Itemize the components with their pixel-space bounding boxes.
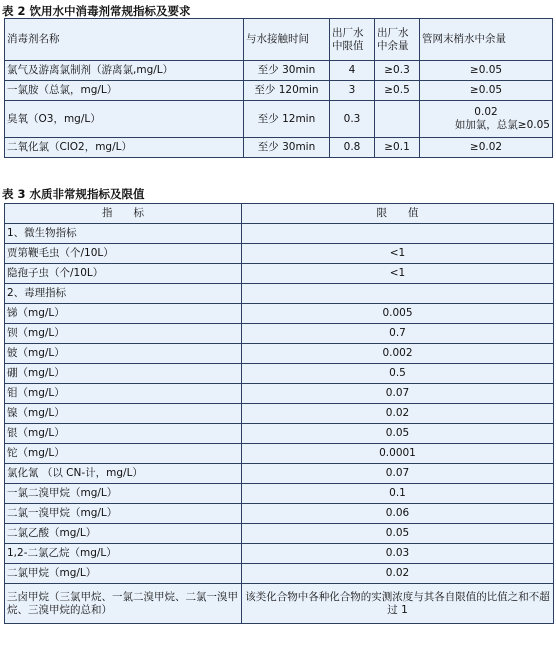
row-label: 锑（mg/L） [5, 304, 242, 324]
cell-value: ≥0.5 [375, 81, 420, 101]
cell-value: 3 [330, 81, 375, 101]
cell-value: 0.0001 [242, 444, 554, 464]
table-header-row [5, 19, 553, 61]
column-header: 管网末梢水中余量 [420, 19, 553, 61]
column-header: 出厂水中限值 [330, 19, 375, 61]
row-label: 钼（mg/L） [5, 384, 242, 404]
cell-value: 0.02 [242, 404, 554, 424]
column-header: 与水接触时间 [244, 19, 330, 61]
row-label: 铍（mg/L） [5, 344, 242, 364]
table-row [5, 364, 554, 384]
cell-value: <1 [242, 264, 554, 284]
section-label: 1、微生物指标 [5, 224, 242, 244]
cell-value: 0.1 [242, 484, 554, 504]
row-label: 氯化氰 （以 CN-计，mg/L） [5, 464, 242, 484]
cell-value: 至少 30min [244, 138, 330, 158]
cell-value: 0.05 [242, 524, 554, 544]
cell-value: ≥0.1 [375, 138, 420, 158]
table-row [5, 224, 554, 244]
cell-value: 4 [330, 61, 375, 81]
cell-value [375, 101, 420, 138]
section-label: 2、毒理指标 [5, 284, 242, 304]
column-header: 指 标 [5, 204, 242, 224]
cell-line: 如加氯，总氯≥0.05 [454, 119, 550, 131]
cell-value: 0.5 [242, 364, 554, 384]
table-row [5, 264, 554, 284]
row-label: 铊（mg/L） [5, 444, 242, 464]
cell-value: 0.06 [242, 504, 554, 524]
table-row [5, 584, 554, 624]
row-label: 硼（mg/L） [5, 364, 242, 384]
table-row [5, 444, 554, 464]
cell-value: 0.8 [330, 138, 375, 158]
cell-value: 0.7 [242, 324, 554, 344]
row-label: 隐孢子虫（个/10L） [5, 264, 242, 284]
table-row [5, 304, 554, 324]
empty-cell [242, 224, 554, 244]
column-header: 限 值 [242, 204, 554, 224]
cell-value: ≥0.05 [420, 61, 553, 81]
row-label: 一氯二溴甲烷（mg/L） [5, 484, 242, 504]
row-label: 一氯胺（总氯，mg/L） [5, 81, 244, 101]
cell-value: 0.07 [242, 464, 554, 484]
cell-value: 0.002 [242, 344, 554, 364]
row-label: 二氯一溴甲烷（mg/L） [5, 504, 242, 524]
cell-value: 该类化合物中各种化合物的实测浓度与其各自限值的比值之和不超过 1 [242, 584, 554, 624]
row-label: 贾第鞭毛虫（个/10L） [5, 244, 242, 264]
table-row [5, 244, 554, 264]
table-row [5, 284, 554, 304]
row-label: 二氯乙酸（mg/L） [5, 524, 242, 544]
cell-value: 0.005 [242, 304, 554, 324]
row-label: 二氯甲烷（mg/L） [5, 564, 242, 584]
cell-value: 0.03 [242, 544, 554, 564]
table-row [5, 404, 554, 424]
row-label: 镍（mg/L） [5, 404, 242, 424]
table-row [5, 504, 554, 524]
table-row [5, 344, 554, 364]
table-row [5, 138, 553, 158]
table-row [5, 524, 554, 544]
table-row [5, 544, 554, 564]
cell-value: 至少 120min [244, 81, 330, 101]
cell-value: ≥0.02 [420, 138, 553, 158]
cell-value: 至少 30min [244, 61, 330, 81]
table-row [5, 464, 554, 484]
table-header-row [5, 204, 554, 224]
row-label: 三卤甲烷（三氯甲烷、一氯二溴甲烷、二氯一溴甲烷、三溴甲烷的总和） [5, 584, 242, 624]
table-row [5, 384, 554, 404]
disinfectant-table [4, 18, 553, 158]
cell-value: 0.02 [242, 564, 554, 584]
row-label: 二氧化氯（ClO2，mg/L） [5, 138, 244, 158]
cell-line: 0.02 [474, 106, 498, 118]
table-row [5, 484, 554, 504]
cell-value: 0.07 [242, 384, 554, 404]
non-routine-indicators-table [4, 203, 554, 624]
column-header: 出厂水中余量 [375, 19, 420, 61]
cell-value: 0.3 [330, 101, 375, 138]
table-row [5, 101, 553, 138]
table-row [5, 424, 554, 444]
row-label: 氯气及游离氯制剂（游离氯,mg/L） [5, 61, 244, 81]
row-label: 臭氧（O3，mg/L） [5, 101, 244, 138]
row-label: 1,2-二氯乙烷（mg/L） [5, 544, 242, 564]
cell-value [420, 101, 553, 138]
cell-value: 0.05 [242, 424, 554, 444]
table-row [5, 61, 553, 81]
cell-value: ≥0.3 [375, 61, 420, 81]
row-label: 钡（mg/L） [5, 324, 242, 344]
empty-cell [242, 284, 554, 304]
cell-value: 至少 12min [244, 101, 330, 138]
cell-value: ≥0.05 [420, 81, 553, 101]
table-row [5, 81, 553, 101]
table-2-caption: 表 2 饮用水中消毒剂常规指标及要求 [2, 4, 191, 18]
table-row [5, 564, 554, 584]
table-3-caption: 表 3 水质非常规指标及限值 [2, 187, 145, 201]
table-row [5, 324, 554, 344]
row-label: 银（mg/L） [5, 424, 242, 444]
column-header: 消毒剂名称 [5, 19, 244, 61]
cell-value: <1 [242, 244, 554, 264]
